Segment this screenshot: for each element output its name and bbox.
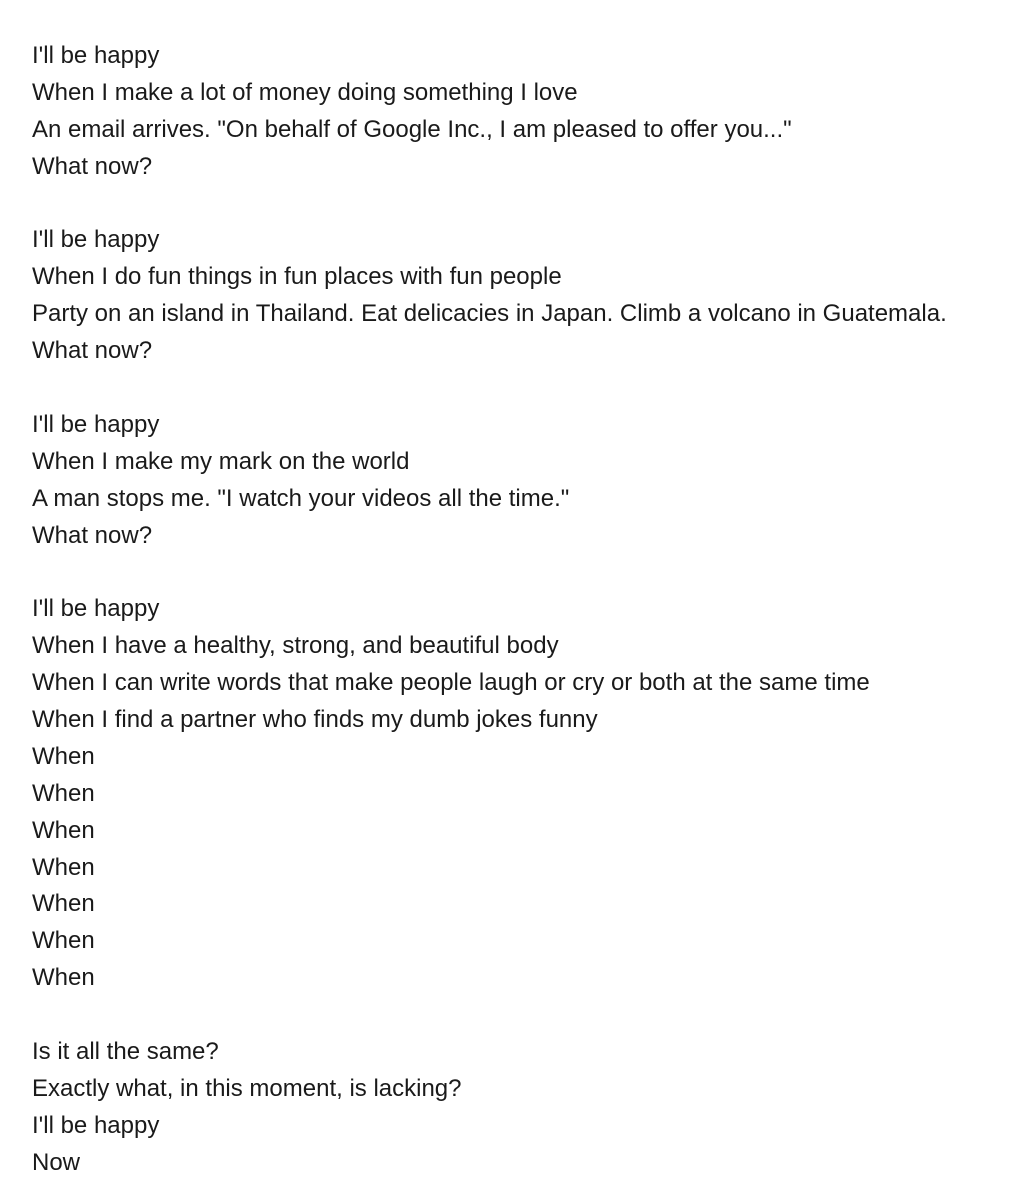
poem-line: When I find a partner who finds my dumb jokes funny — [32, 706, 598, 734]
stanza-4 — [32, 591, 1012, 997]
poem-line: When — [32, 779, 95, 807]
stanza-3 — [32, 407, 1012, 555]
poem-line: When I do fun things in fun places with fun people — [32, 263, 562, 291]
poem-line: When — [32, 927, 95, 955]
poem-line: I'll be happy — [32, 595, 160, 623]
poem-line: When — [32, 853, 95, 881]
poem-line: Is it all the same? — [32, 1038, 219, 1066]
poem-line: Exactly what, in this moment, is lacking? — [32, 1074, 462, 1102]
stanza-2 — [32, 222, 1012, 370]
poem-line: I'll be happy — [32, 226, 160, 254]
poem-line: I'll be happy — [32, 1111, 160, 1139]
poem-line: Now — [32, 1148, 81, 1176]
poem-line: I'll be happy — [32, 410, 160, 438]
poem-line: When I have a healthy, strong, and beautiful body — [32, 632, 559, 660]
stanza-5 — [32, 1034, 1012, 1182]
poem-line: When — [32, 890, 95, 918]
poem-line: A man stops me. "I watch your videos all the time." — [32, 484, 570, 512]
poem-line: When I can write words that make people laugh or cry or both at the same time — [32, 669, 870, 697]
poem-line: Party on an island in Thailand. Eat delicacies in Japan. Climb a volcano in Guatemala. — [32, 300, 947, 328]
poem-line: An email arrives. "On behalf of Google Inc., I am pleased to offer you..." — [32, 115, 792, 143]
poem-line: When I make my mark on the world — [32, 447, 410, 475]
poem-line: When — [32, 742, 95, 770]
stanza-1 — [32, 38, 1012, 186]
poem-line: When I make a lot of money doing something I love — [32, 78, 578, 106]
poem-document — [32, 38, 1012, 1182]
poem-line: I'll be happy — [32, 42, 160, 69]
poem-line: What now? — [32, 337, 153, 365]
poem-line: What now? — [32, 152, 153, 180]
poem-line: When — [32, 816, 95, 844]
poem-line: When — [32, 964, 95, 992]
poem-line: What now? — [32, 521, 153, 549]
